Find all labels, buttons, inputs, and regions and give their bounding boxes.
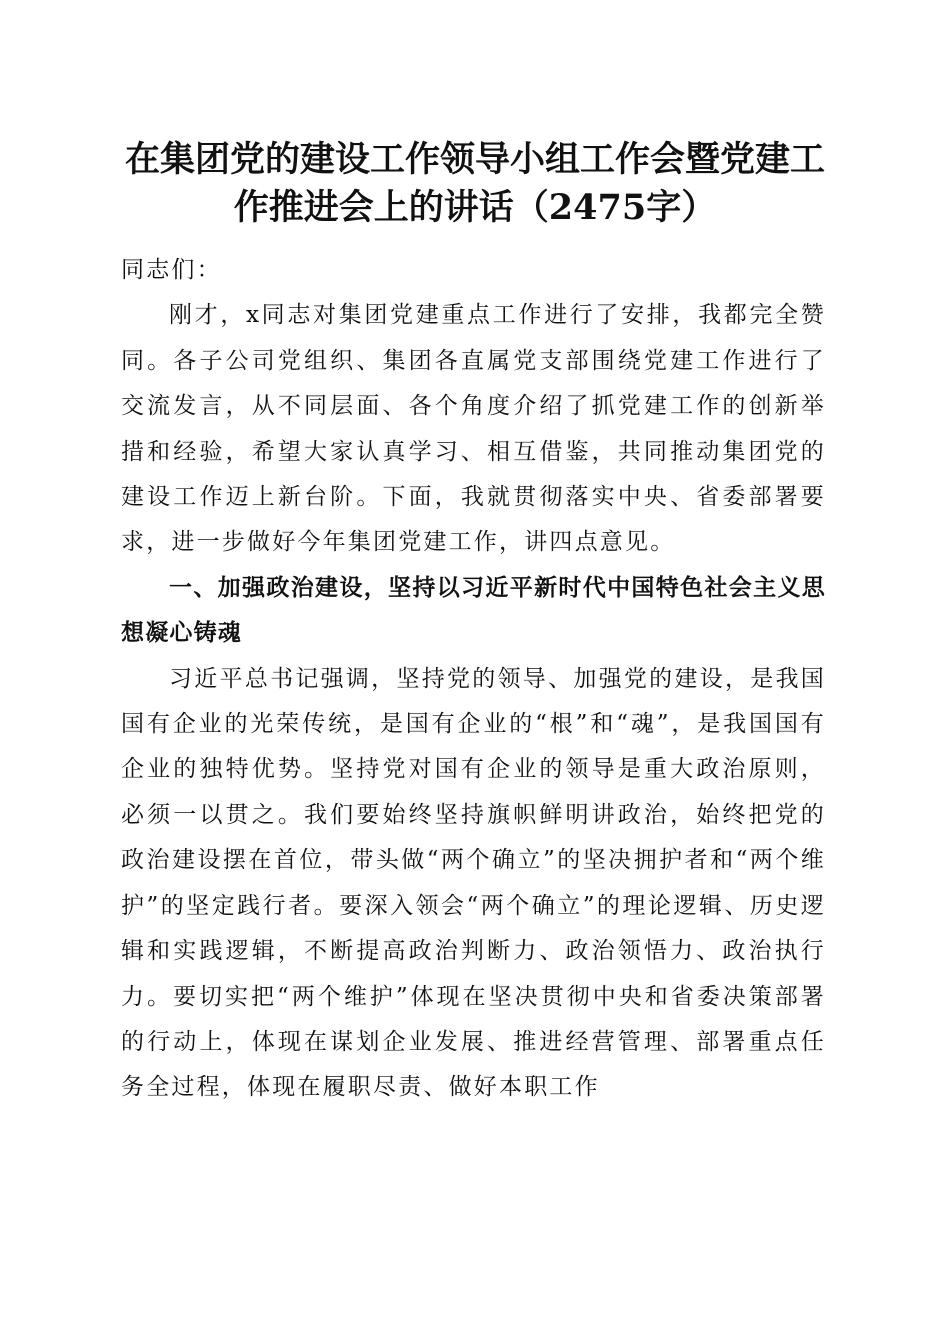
opening-paragraph: 刚才，x同志对集团党建重点工作进行了安排，我都完全赞同。各子公司党组织、集团各直属党支部围绕党建工作进行了交流发言，从不同层面、各个角度介绍了抓党建工作的创新举措和经验，希望大家认真学习、相互借鉴，共同推动集团党的建设工作迈上新台阶。下面，我就贯彻落实中央、省委部署要求，进一步做好今年集团党建工作，讲四点意见。 [121,302,826,556]
section-1-heading: 一、加强政治建设，坚持以习近平新时代中国特色社会主义思想凝心铸魂 [121,574,826,647]
title-line-2: 作推进会上的讲话（2475字） [233,187,717,228]
salutation: 同志们： [121,257,222,283]
section-1-paragraph: 习近平总书记强调，坚持党的领导、加强党的建设，是我国国有企业的光荣传统，是国有企业的“根”和“魂”，是我国国有企业的独特优势。坚持党对国有企业的领导是重大政治原则，必须一以贯之。我们要始终坚持旗帜鲜明讲政治，始终把党的政治建设摆在首位，带头做“两个确立”的坚决拥护者和“两个维护”的坚定践行者。要深入领会“两个确立”的理论逻辑、历史逻辑和实践逻辑，不断提高政治判断力、政治领悟力、政治执行力。要切实把“两个维护”体现在坚决贯彻中央和省委决策部署的行动上，体现在谋划企业发展、推进经营管理、部署重点任务全过程，体现在履职尽责、做好本职工作 [121,665,826,1101]
document-title [100,136,850,232]
document-body [121,248,826,1111]
title-line-1: 在集团党的建设工作领导小组工作会暨党建工 [124,139,825,180]
